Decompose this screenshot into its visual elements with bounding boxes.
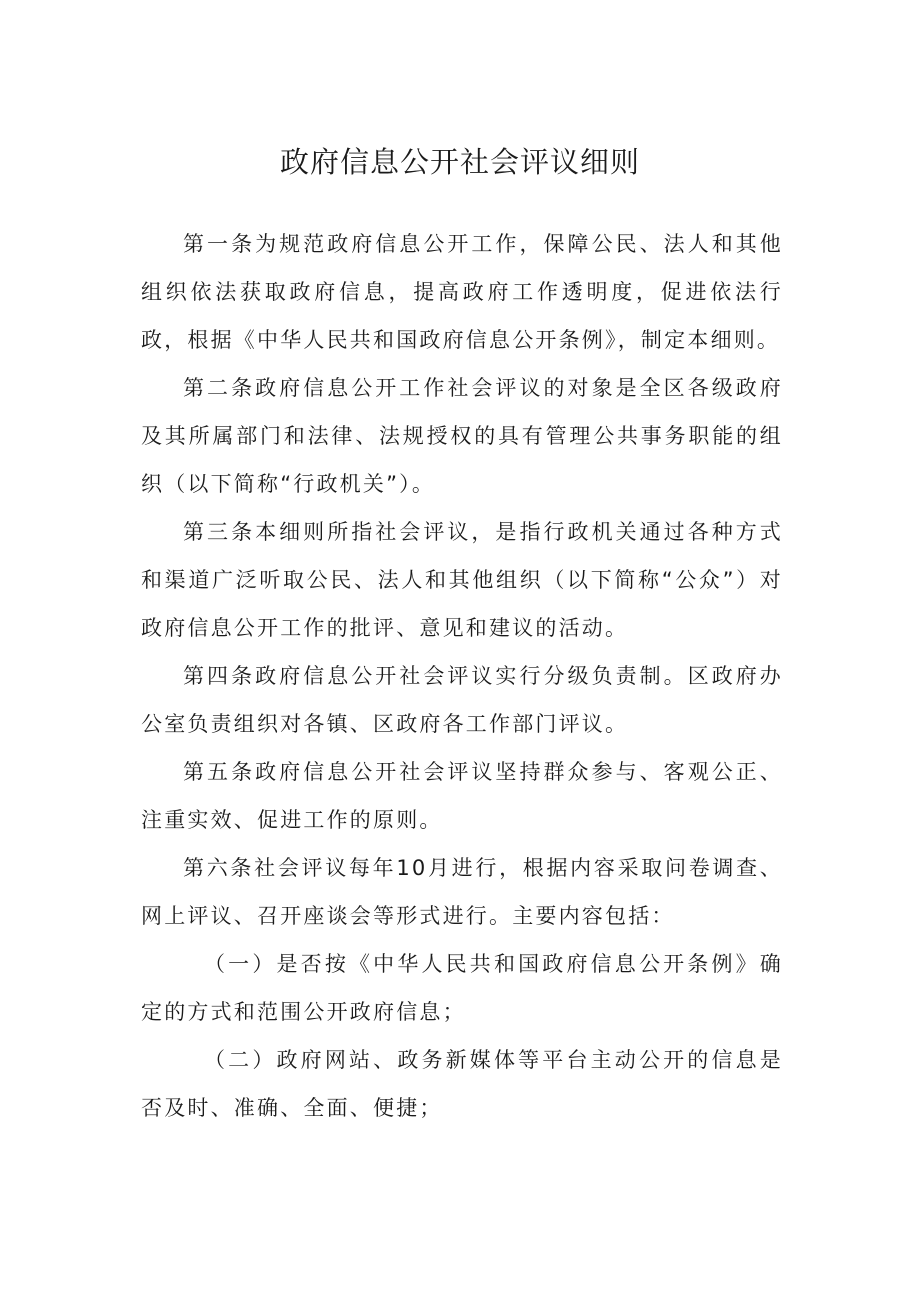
list-item-1: （一）是否按《中华人民共和国政府信息公开条例》确定的方式和范围公开政府信息；: [141, 952, 783, 1024]
article-6: 第六条社会评议每年10月进行，根据内容采取问卷调查、网上评议、召开座谈会等形式进行。主要内容包括：: [141, 856, 783, 928]
article-4: 第四条政府信息公开社会评议实行分级负责制。区政府办公室负责组织对各镇、区政府各工作部门评议。: [141, 664, 783, 736]
article-2: 第二条政府信息公开工作社会评议的对象是全区各级政府及其所属部门和法律、法规授权的具有管理公共事务职能的组织（以下简称“行政机关”）。: [141, 376, 783, 496]
article-5: 第五条政府信息公开社会评议坚持群众参与、客观公正、注重实效、促进工作的原则。: [141, 760, 783, 832]
document-body: [141, 220, 783, 1132]
article-3: 第三条本细则所指社会评议，是指行政机关通过各种方式和渠道广泛听取公民、法人和其他组织（以下简称“公众”）对政府信息公开工作的批评、意见和建议的活动。: [141, 520, 783, 640]
document-title: 政府信息公开社会评议细则: [279, 145, 640, 179]
list-item-2: （二）政府网站、政务新媒体等平台主动公开的信息是否及时、准确、全面、便捷；: [141, 1048, 783, 1120]
article-1: 第一条为规范政府信息公开工作，保障公民、法人和其他组织依法获取政府信息，提高政府工作透明度，促进依法行政，根据《中华人民共和国政府信息公开条例》，制定本细则。: [141, 232, 783, 352]
